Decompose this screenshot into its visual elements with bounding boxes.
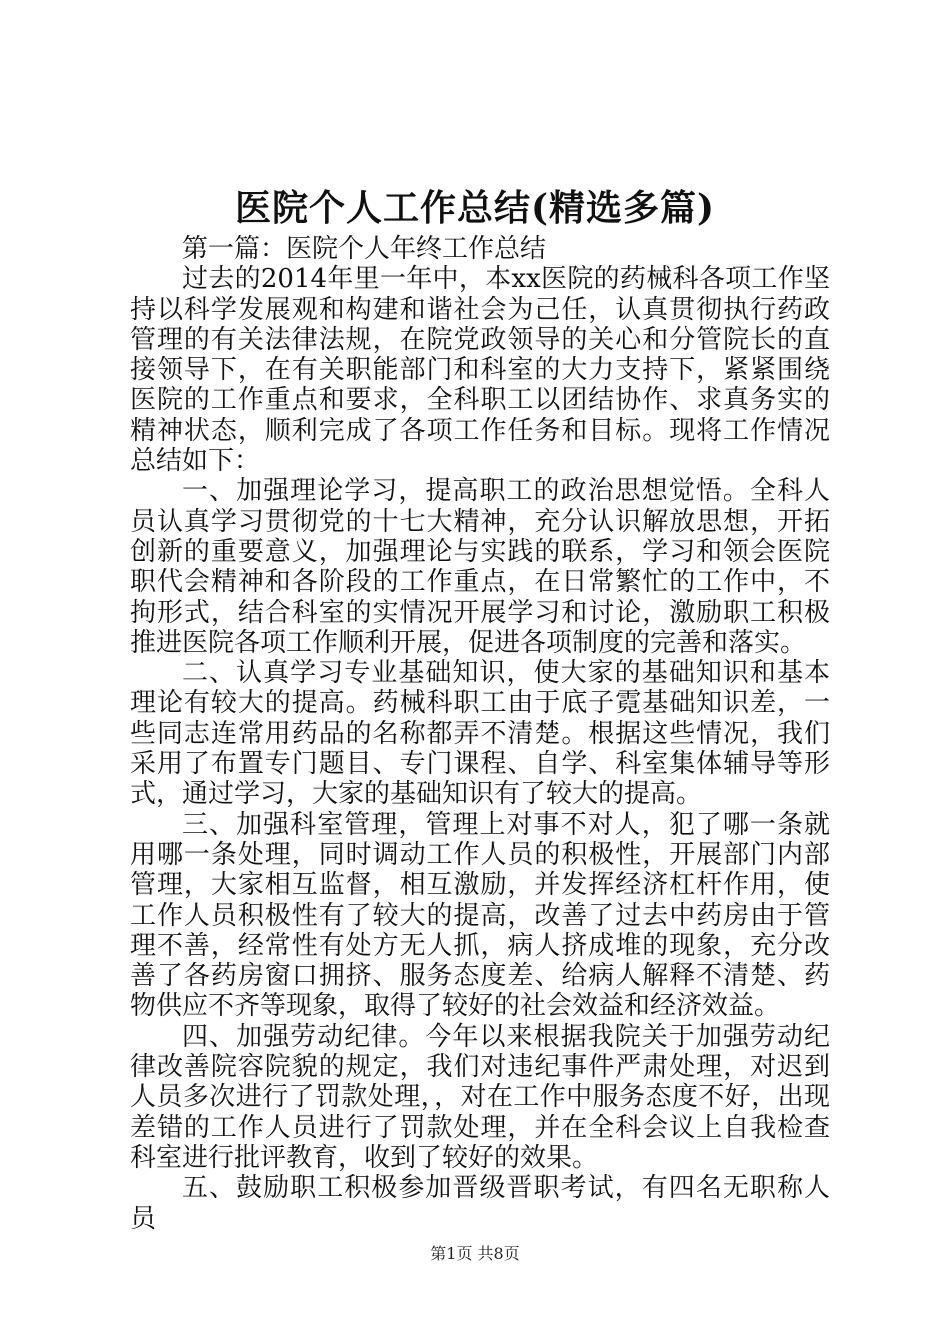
document-body — [130, 234, 830, 1234]
paragraph: 五、鼓励职工积极参加晋级晋职考试，有四名无职称人员 — [130, 1173, 830, 1234]
paragraph: 一、加强理论学习，提高职工的政治思想觉悟。全科人员认真学习贯彻党的十七大精神，充分认识解放思想，开拓创新的重要意义，加强理论与实践的联系，学习和领会医院职代会精神和各阶段的工作重点，在日常繁忙的工作中，不拘形式，结合科室的实情况开展学习和讨论，激励职工积极推进医院各项工作顺利开展，促进各项制度的完善和落实。 — [130, 476, 830, 658]
page-number-footer: 第1页 共8页 — [430, 1244, 520, 1263]
paragraph: 过去的2014年里一年中，本xx医院的药械科各项工作坚持以科学发展观和构建和谐社会为己任，认真贯彻执行药政管理的有关法律法规，在院党政领导的关心和分管院长的直接领导下，在有关职能部门和科室的大力支持下，紧紧围绕医院的工作重点和要求，全科职工以团结协作、求真务实的精神状态，顺利完成了各项工作任务和目标。现将工作情况总结如下： — [130, 264, 830, 477]
paragraph: 二、认真学习专业基础知识，使大家的基础知识和基本理论有较大的提高。药械科职工由于底子霓基础知识差，一些同志连常用药品的名称都弄不清楚。根据这些情况，我们采用了布置专门题目、专门课程、自学、科室集体辅导等形式，通过学习，大家的基础知识有了较大的提高。 — [130, 658, 830, 810]
section-heading: 第一篇：医院个人年终工作总结 — [182, 234, 547, 264]
paragraph: 三、加强科室管理，管理上对事不对人，犯了哪一条就用哪一条处理，同时调动工作人员的积极性，开展部门内部管理，大家相互监督，相互激励，并发挥经济杠杆作用，使工作人员积极性有了较大的提高，改善了过去中药房由于管理不善，经常性有处方无人抓，病人挤成堆的现象，充分改善了各药房窗口拥挤、服务态度差、给病人解释不清楚、药物供应不齐等现象，取得了较好的社会效益和经济效益。 — [130, 809, 830, 1022]
paragraph: 四、加强劳动纪律。今年以来根据我院关于加强劳动纪律改善院容院貌的规定，我们对违纪事件严肃处理，对迟到人员多次进行了罚款处理，，对在工作中服务态度不好，出现差错的工作人员进行了罚款处理，并在全科会议上自我检查科室进行批评教育，收到了较好的效果。 — [130, 1021, 830, 1173]
document-title: 医院个人工作总结(精选多篇) — [234, 187, 716, 229]
